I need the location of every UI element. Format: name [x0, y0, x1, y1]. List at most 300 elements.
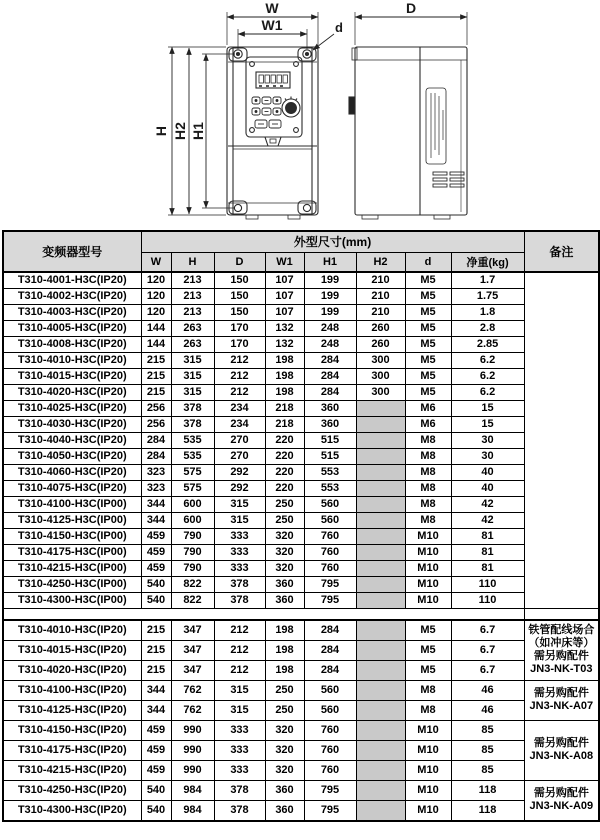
cell-d: M10 — [405, 720, 451, 740]
cell-H: 213 — [171, 272, 214, 289]
cell-D: 292 — [214, 481, 265, 497]
cell-H1: 760 — [304, 561, 356, 577]
cell-H: 213 — [171, 289, 214, 305]
cell-net_weight_kg: 42 — [451, 513, 524, 529]
cell-H1: 284 — [304, 369, 356, 385]
cell-H2: 210 — [356, 272, 405, 289]
cell-model: T310-4100-H3C(IP20) — [3, 680, 141, 700]
cell-D: 333 — [214, 760, 265, 780]
cell-net_weight_kg: 2.85 — [451, 337, 524, 353]
cell-remark: 铁管配线场合 （如冲床等） 需另购配件 JN3-NK-T03 — [524, 620, 599, 681]
spec-row — [3, 465, 599, 481]
cell-H: 315 — [171, 369, 214, 385]
col-header-D: D — [214, 252, 265, 272]
cell-D: 170 — [214, 337, 265, 353]
cell-H2 — [356, 545, 405, 561]
cell-D: 270 — [214, 449, 265, 465]
cell-W1: 198 — [265, 620, 304, 641]
cell-W1: 132 — [265, 337, 304, 353]
cell-H1: 284 — [304, 385, 356, 401]
cell-remark-empty — [524, 272, 599, 609]
cell-H: 213 — [171, 305, 214, 321]
cell-H1: 284 — [304, 353, 356, 369]
cell-W1: 360 — [265, 577, 304, 593]
col-header-H2: H2 — [356, 252, 405, 272]
spec-row — [3, 760, 599, 780]
cell-H1: 284 — [304, 620, 356, 641]
cell-model: T310-4015-H3C(IP20) — [3, 640, 141, 660]
cell-W: 459 — [141, 720, 171, 740]
cell-H1: 795 — [304, 593, 356, 609]
cell-net_weight_kg: 110 — [451, 577, 524, 593]
spec-row — [3, 272, 599, 289]
front-view — [227, 47, 318, 219]
cell-H2 — [356, 529, 405, 545]
cell-H1: 553 — [304, 481, 356, 497]
cell-net_weight_kg: 46 — [451, 680, 524, 700]
cell-W: 540 — [141, 780, 171, 800]
spec-row — [3, 337, 599, 353]
spec-row — [3, 593, 599, 609]
cell-d: M8 — [405, 700, 451, 720]
cell-d: M6 — [405, 417, 451, 433]
cell-d: M8 — [405, 680, 451, 700]
cell-H: 790 — [171, 529, 214, 545]
cell-net_weight_kg: 6.2 — [451, 369, 524, 385]
cell-H: 378 — [171, 417, 214, 433]
cell-model: T310-4005-H3C(IP20) — [3, 321, 141, 337]
spec-row — [3, 660, 599, 680]
cell-W1: 320 — [265, 720, 304, 740]
spacer-cell — [3, 609, 524, 620]
cell-net_weight_kg: 118 — [451, 800, 524, 821]
cell-H: 347 — [171, 660, 214, 680]
cell-D: 333 — [214, 740, 265, 760]
cell-d: M5 — [405, 369, 451, 385]
cell-model: T310-4075-H3C(IP20) — [3, 481, 141, 497]
cell-W: 344 — [141, 680, 171, 700]
cell-D: 150 — [214, 305, 265, 321]
cell-H1: 760 — [304, 545, 356, 561]
cell-H: 790 — [171, 561, 214, 577]
cell-H: 347 — [171, 620, 214, 641]
spec-row — [3, 385, 599, 401]
spec-row — [3, 740, 599, 760]
cell-model: T310-4175-H3C(IP20) — [3, 740, 141, 760]
cell-net_weight_kg: 15 — [451, 401, 524, 417]
cell-H: 990 — [171, 740, 214, 760]
cell-W: 540 — [141, 800, 171, 821]
header-remark: 备注 — [524, 231, 599, 272]
spacer-remark-cell — [524, 609, 599, 620]
cell-H2 — [356, 481, 405, 497]
spec-row — [3, 529, 599, 545]
cell-H2: 210 — [356, 305, 405, 321]
cell-W1: 360 — [265, 593, 304, 609]
cell-H2 — [356, 577, 405, 593]
cell-H2: 300 — [356, 353, 405, 369]
cell-H1: 284 — [304, 660, 356, 680]
cell-remark: 需另购配件 JN3-NK-A07 — [524, 680, 599, 720]
cell-net_weight_kg: 85 — [451, 760, 524, 780]
cell-W1: 132 — [265, 321, 304, 337]
cell-H: 990 — [171, 760, 214, 780]
cell-d: M10 — [405, 760, 451, 780]
cell-W: 120 — [141, 289, 171, 305]
keypad-buttons — [252, 97, 281, 128]
cell-remark: 需另购配件 JN3-NK-A08 — [524, 720, 599, 780]
cell-W1: 220 — [265, 433, 304, 449]
dim-label-h2: H2 — [172, 122, 188, 140]
cell-net_weight_kg: 6.7 — [451, 640, 524, 660]
spec-row — [3, 401, 599, 417]
cell-model: T310-4250-H3C(IP00) — [3, 577, 141, 593]
spec-table — [2, 230, 600, 822]
cell-H2 — [356, 433, 405, 449]
cell-D: 212 — [214, 640, 265, 660]
cell-W1: 360 — [265, 780, 304, 800]
side-view — [349, 47, 467, 219]
cell-H1: 760 — [304, 720, 356, 740]
cell-H2 — [356, 640, 405, 660]
cell-net_weight_kg: 1.75 — [451, 289, 524, 305]
cell-H1: 795 — [304, 800, 356, 821]
cell-H1: 360 — [304, 417, 356, 433]
cell-D: 333 — [214, 561, 265, 577]
cell-W1: 320 — [265, 529, 304, 545]
cell-W: 284 — [141, 449, 171, 465]
cell-H2 — [356, 720, 405, 740]
cell-D: 333 — [214, 529, 265, 545]
cell-d: M5 — [405, 272, 451, 289]
cell-model: T310-4040-H3C(IP20) — [3, 433, 141, 449]
cell-net_weight_kg: 40 — [451, 465, 524, 481]
cell-model: T310-4010-H3C(IP20) — [3, 620, 141, 641]
cell-d: M5 — [405, 337, 451, 353]
cell-W: 344 — [141, 497, 171, 513]
cell-D: 292 — [214, 465, 265, 481]
cell-model: T310-4250-H3C(IP20) — [3, 780, 141, 800]
section-1-body — [3, 272, 599, 609]
cell-D: 270 — [214, 433, 265, 449]
cell-net_weight_kg: 81 — [451, 561, 524, 577]
cell-D: 315 — [214, 513, 265, 529]
cell-H2 — [356, 620, 405, 641]
spec-row — [3, 720, 599, 740]
cell-D: 212 — [214, 620, 265, 641]
cell-W1: 320 — [265, 740, 304, 760]
spec-row — [3, 561, 599, 577]
cell-d: M8 — [405, 449, 451, 465]
cell-W1: 320 — [265, 545, 304, 561]
cell-H1: 515 — [304, 433, 356, 449]
cell-H: 984 — [171, 800, 214, 821]
cell-W1: 250 — [265, 700, 304, 720]
cell-D: 150 — [214, 289, 265, 305]
cell-H2 — [356, 497, 405, 513]
spec-row — [3, 433, 599, 449]
spec-row — [3, 577, 599, 593]
col-header-H1: H1 — [304, 252, 356, 272]
cell-W: 284 — [141, 433, 171, 449]
header-model: 变频器型号 — [3, 231, 141, 272]
cell-H: 984 — [171, 780, 214, 800]
cell-W1: 198 — [265, 385, 304, 401]
cell-d: M6 — [405, 401, 451, 417]
cell-W: 540 — [141, 577, 171, 593]
cell-d: M5 — [405, 321, 451, 337]
cell-net_weight_kg: 85 — [451, 740, 524, 760]
spec-row — [3, 513, 599, 529]
cell-D: 333 — [214, 720, 265, 740]
cell-H2 — [356, 780, 405, 800]
col-header-d: d — [405, 252, 451, 272]
cell-D: 333 — [214, 545, 265, 561]
cell-H2: 300 — [356, 369, 405, 385]
cell-model: T310-4215-H3C(IP20) — [3, 760, 141, 780]
cell-D: 150 — [214, 272, 265, 289]
cell-D: 212 — [214, 353, 265, 369]
cell-H2 — [356, 465, 405, 481]
mounting-tabs — [229, 48, 316, 214]
cell-d: M5 — [405, 305, 451, 321]
cell-W: 323 — [141, 465, 171, 481]
dim-label-d: d — [335, 20, 343, 35]
cell-model: T310-4100-H3C(IP00) — [3, 497, 141, 513]
dimension-drawing — [0, 0, 600, 228]
cell-W: 459 — [141, 561, 171, 577]
cell-H2 — [356, 760, 405, 780]
vent-slots — [433, 172, 464, 187]
cell-H1: 795 — [304, 577, 356, 593]
cell-D: 170 — [214, 321, 265, 337]
spec-row — [3, 545, 599, 561]
cell-H1: 248 — [304, 321, 356, 337]
cell-W: 144 — [141, 321, 171, 337]
cell-H1: 560 — [304, 700, 356, 720]
cell-H: 575 — [171, 465, 214, 481]
cell-D: 378 — [214, 577, 265, 593]
spec-row — [3, 481, 599, 497]
screw-icon — [250, 128, 255, 133]
cell-W1: 218 — [265, 401, 304, 417]
cell-model: T310-4300-H3C(IP20) — [3, 800, 141, 821]
cell-W1: 320 — [265, 561, 304, 577]
spec-row — [3, 449, 599, 465]
cell-W: 459 — [141, 545, 171, 561]
cell-net_weight_kg: 40 — [451, 481, 524, 497]
spec-row — [3, 640, 599, 660]
spec-row — [3, 369, 599, 385]
cell-W1: 320 — [265, 760, 304, 780]
dim-label-w1: W1 — [261, 17, 283, 33]
cell-H1: 760 — [304, 529, 356, 545]
keypad-panel — [246, 57, 302, 146]
cell-net_weight_kg: 6.2 — [451, 353, 524, 369]
cell-net_weight_kg: 15 — [451, 417, 524, 433]
cell-d: M5 — [405, 289, 451, 305]
dim-label-h1: H1 — [190, 122, 206, 140]
cell-model: T310-4150-H3C(IP20) — [3, 720, 141, 740]
cell-H: 263 — [171, 337, 214, 353]
cell-H1: 760 — [304, 740, 356, 760]
cell-d: M10 — [405, 529, 451, 545]
cell-net_weight_kg: 30 — [451, 433, 524, 449]
cell-H1: 560 — [304, 497, 356, 513]
cell-D: 212 — [214, 385, 265, 401]
cell-model: T310-4020-H3C(IP20) — [3, 385, 141, 401]
cell-d: M8 — [405, 465, 451, 481]
cell-model: T310-4125-H3C(IP20) — [3, 700, 141, 720]
cell-W: 323 — [141, 481, 171, 497]
cell-W: 215 — [141, 353, 171, 369]
cell-H2 — [356, 700, 405, 720]
cell-H2: 300 — [356, 385, 405, 401]
cell-d: M10 — [405, 593, 451, 609]
cell-net_weight_kg: 6.2 — [451, 385, 524, 401]
dim-label-depth: D — [405, 0, 417, 16]
cell-d: M10 — [405, 577, 451, 593]
cell-D: 378 — [214, 800, 265, 821]
cell-model: T310-4025-H3C(IP20) — [3, 401, 141, 417]
cell-H: 822 — [171, 593, 214, 609]
cell-H1: 795 — [304, 780, 356, 800]
cell-W1: 220 — [265, 481, 304, 497]
cell-H1: 248 — [304, 337, 356, 353]
cell-W: 459 — [141, 740, 171, 760]
keypad-connector — [265, 137, 281, 146]
knob-icon — [282, 97, 300, 118]
cell-H: 378 — [171, 401, 214, 417]
cell-W: 215 — [141, 620, 171, 641]
cell-net_weight_kg: 85 — [451, 720, 524, 740]
cell-D: 234 — [214, 401, 265, 417]
cell-net_weight_kg: 2.8 — [451, 321, 524, 337]
cell-W1: 250 — [265, 680, 304, 700]
header-dims-group: 外型尺寸(mm) — [141, 231, 524, 252]
side-body-outline — [355, 47, 467, 215]
cell-W: 120 — [141, 305, 171, 321]
cell-W: 459 — [141, 760, 171, 780]
cell-H1: 560 — [304, 680, 356, 700]
cell-D: 212 — [214, 369, 265, 385]
cell-H2 — [356, 513, 405, 529]
cell-H1: 199 — [304, 305, 356, 321]
cell-D: 378 — [214, 780, 265, 800]
cell-d: M5 — [405, 660, 451, 680]
cell-W1: 218 — [265, 417, 304, 433]
cell-D: 378 — [214, 593, 265, 609]
cell-H1: 199 — [304, 272, 356, 289]
table-header — [3, 231, 599, 272]
cell-D: 315 — [214, 497, 265, 513]
col-header-W: W — [141, 252, 171, 272]
spec-row — [3, 700, 599, 720]
cell-W1: 198 — [265, 353, 304, 369]
cell-d: M10 — [405, 800, 451, 821]
cell-H: 790 — [171, 545, 214, 561]
cell-H: 315 — [171, 353, 214, 369]
cell-H2: 210 — [356, 289, 405, 305]
cell-H: 822 — [171, 577, 214, 593]
spec-row — [3, 497, 599, 513]
side-mounting-tab — [349, 97, 355, 114]
cell-H2: 260 — [356, 337, 405, 353]
cell-model: T310-4215-H3C(IP00) — [3, 561, 141, 577]
screw-icon — [294, 128, 299, 133]
cell-d: M5 — [405, 640, 451, 660]
cell-H2 — [356, 660, 405, 680]
cell-d: M5 — [405, 385, 451, 401]
cell-model: T310-4030-H3C(IP20) — [3, 417, 141, 433]
section-divider — [3, 609, 599, 620]
cell-H1: 284 — [304, 640, 356, 660]
cell-W1: 220 — [265, 449, 304, 465]
seven-segment-display — [256, 72, 290, 88]
cell-H: 990 — [171, 720, 214, 740]
cell-H: 315 — [171, 385, 214, 401]
cell-H1: 515 — [304, 449, 356, 465]
cell-model: T310-4003-H3C(IP20) — [3, 305, 141, 321]
cell-W1: 360 — [265, 800, 304, 821]
cell-net_weight_kg: 81 — [451, 545, 524, 561]
cell-d: M10 — [405, 780, 451, 800]
cell-W: 144 — [141, 337, 171, 353]
spec-row — [3, 305, 599, 321]
cell-H1: 199 — [304, 289, 356, 305]
dim-label-w: W — [265, 0, 279, 16]
cell-d: M8 — [405, 497, 451, 513]
cell-d: M8 — [405, 513, 451, 529]
cell-H2 — [356, 593, 405, 609]
name-plate — [426, 88, 446, 164]
cell-net_weight_kg: 1.7 — [451, 272, 524, 289]
cell-d: M10 — [405, 740, 451, 760]
cell-net_weight_kg: 1.8 — [451, 305, 524, 321]
cell-d: M5 — [405, 620, 451, 641]
cell-H: 347 — [171, 640, 214, 660]
cell-H1: 360 — [304, 401, 356, 417]
cell-W1: 220 — [265, 465, 304, 481]
spacer-row — [3, 609, 599, 620]
cell-net_weight_kg: 118 — [451, 780, 524, 800]
cell-remark: 需另购配件 JN3-NK-A09 — [524, 780, 599, 821]
cell-H: 263 — [171, 321, 214, 337]
cell-net_weight_kg: 6.7 — [451, 620, 524, 641]
cell-d: M10 — [405, 545, 451, 561]
cell-d: M8 — [405, 481, 451, 497]
cell-model: T310-4125-H3C(IP00) — [3, 513, 141, 529]
cell-model: T310-4010-H3C(IP20) — [3, 353, 141, 369]
cell-W: 215 — [141, 660, 171, 680]
cell-W: 344 — [141, 513, 171, 529]
cell-net_weight_kg: 42 — [451, 497, 524, 513]
cell-H: 600 — [171, 513, 214, 529]
cell-W: 540 — [141, 593, 171, 609]
cell-H: 762 — [171, 700, 214, 720]
cell-model: T310-4300-H3C(IP00) — [3, 593, 141, 609]
col-header-W1: W1 — [265, 252, 304, 272]
cell-model: T310-4050-H3C(IP20) — [3, 449, 141, 465]
cell-W: 120 — [141, 272, 171, 289]
cell-d: M8 — [405, 433, 451, 449]
spec-row — [3, 620, 599, 641]
cell-W1: 107 — [265, 289, 304, 305]
cell-W: 215 — [141, 385, 171, 401]
cell-d: M10 — [405, 561, 451, 577]
cell-model: T310-4015-H3C(IP20) — [3, 369, 141, 385]
cell-H2 — [356, 800, 405, 821]
